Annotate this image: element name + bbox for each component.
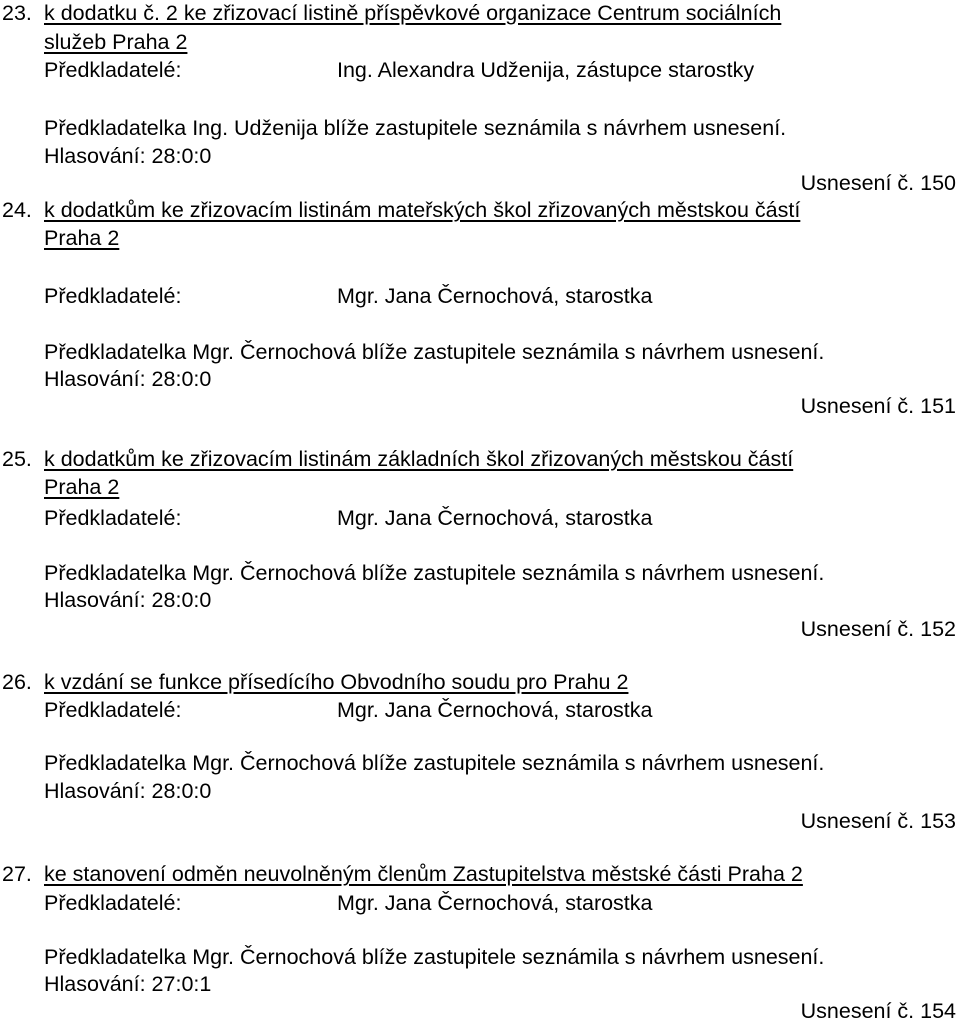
item-summary: Předkladatelka Mgr. Černochová blíže zastupitele seznámila s návrhem usnesení. bbox=[44, 945, 825, 969]
presenter-name: Mgr. Jana Černochová, starostka bbox=[337, 284, 653, 308]
presenter-name: Mgr. Jana Černochová, starostka bbox=[337, 698, 653, 722]
presenter-label: Předkladatelé: bbox=[44, 698, 182, 722]
resolution-number: Usnesení č. 154 bbox=[800, 999, 956, 1023]
presenter-name: Ing. Alexandra Udženija, zástupce starostky bbox=[337, 58, 755, 82]
item-title-line: k dodatkům ke zřizovacím listinám mateřských škol zřizovaných městskou částí bbox=[44, 198, 801, 222]
presenter-label: Předkladatelé: bbox=[44, 284, 182, 308]
vote-result: Hlasování: 28:0:0 bbox=[44, 779, 212, 803]
resolution-number: Usnesení č. 151 bbox=[800, 394, 956, 418]
item-number: 25. bbox=[2, 447, 32, 471]
resolution-number: Usnesení č. 150 bbox=[800, 171, 956, 195]
vote-result: Hlasování: 27:0:1 bbox=[44, 972, 212, 996]
presenter-name: Mgr. Jana Černochová, starostka bbox=[337, 506, 653, 530]
presenter-label: Předkladatelé: bbox=[44, 891, 182, 915]
item-title-line: ke stanovení odměn neuvolněným členům Zastupitelstva městské části Praha 2 bbox=[44, 862, 803, 886]
item-number: 24. bbox=[2, 198, 32, 222]
item-title-line: Praha 2 bbox=[44, 475, 120, 499]
resolution-number: Usnesení č. 152 bbox=[800, 617, 956, 641]
item-number: 23. bbox=[2, 1, 32, 25]
resolution-number: Usnesení č. 153 bbox=[800, 809, 956, 833]
item-title-line: k dodatkům ke zřizovacím listinám základních škol zřizovaných městskou částí bbox=[44, 447, 794, 471]
vote-result: Hlasování: 28:0:0 bbox=[44, 144, 212, 168]
presenter-label: Předkladatelé: bbox=[44, 58, 182, 82]
vote-result: Hlasování: 28:0:0 bbox=[44, 367, 212, 391]
item-number: 26. bbox=[2, 670, 32, 694]
item-title-line: služeb Praha 2 bbox=[44, 30, 188, 54]
vote-result: Hlasování: 28:0:0 bbox=[44, 588, 212, 612]
item-summary: Předkladatelka Ing. Udženija blíže zastupitele seznámila s návrhem usnesení. bbox=[44, 116, 787, 140]
presenter-name: Mgr. Jana Černochová, starostka bbox=[337, 891, 653, 915]
item-summary: Předkladatelka Mgr. Černochová blíže zastupitele seznámila s návrhem usnesení. bbox=[44, 561, 825, 585]
item-summary: Předkladatelka Mgr. Černochová blíže zastupitele seznámila s návrhem usnesení. bbox=[44, 751, 825, 775]
item-summary: Předkladatelka Mgr. Černochová blíže zastupitele seznámila s návrhem usnesení. bbox=[44, 340, 825, 364]
item-title-line: k vzdání se funkce přísedícího Obvodního soudu pro Prahu 2 bbox=[44, 670, 629, 694]
item-title-line: Praha 2 bbox=[44, 226, 120, 250]
presenter-label: Předkladatelé: bbox=[44, 506, 182, 530]
item-number: 27. bbox=[2, 862, 32, 886]
item-title-line: k dodatku č. 2 ke zřizovací listině příspěvkové organizace Centrum sociálních bbox=[44, 1, 782, 25]
